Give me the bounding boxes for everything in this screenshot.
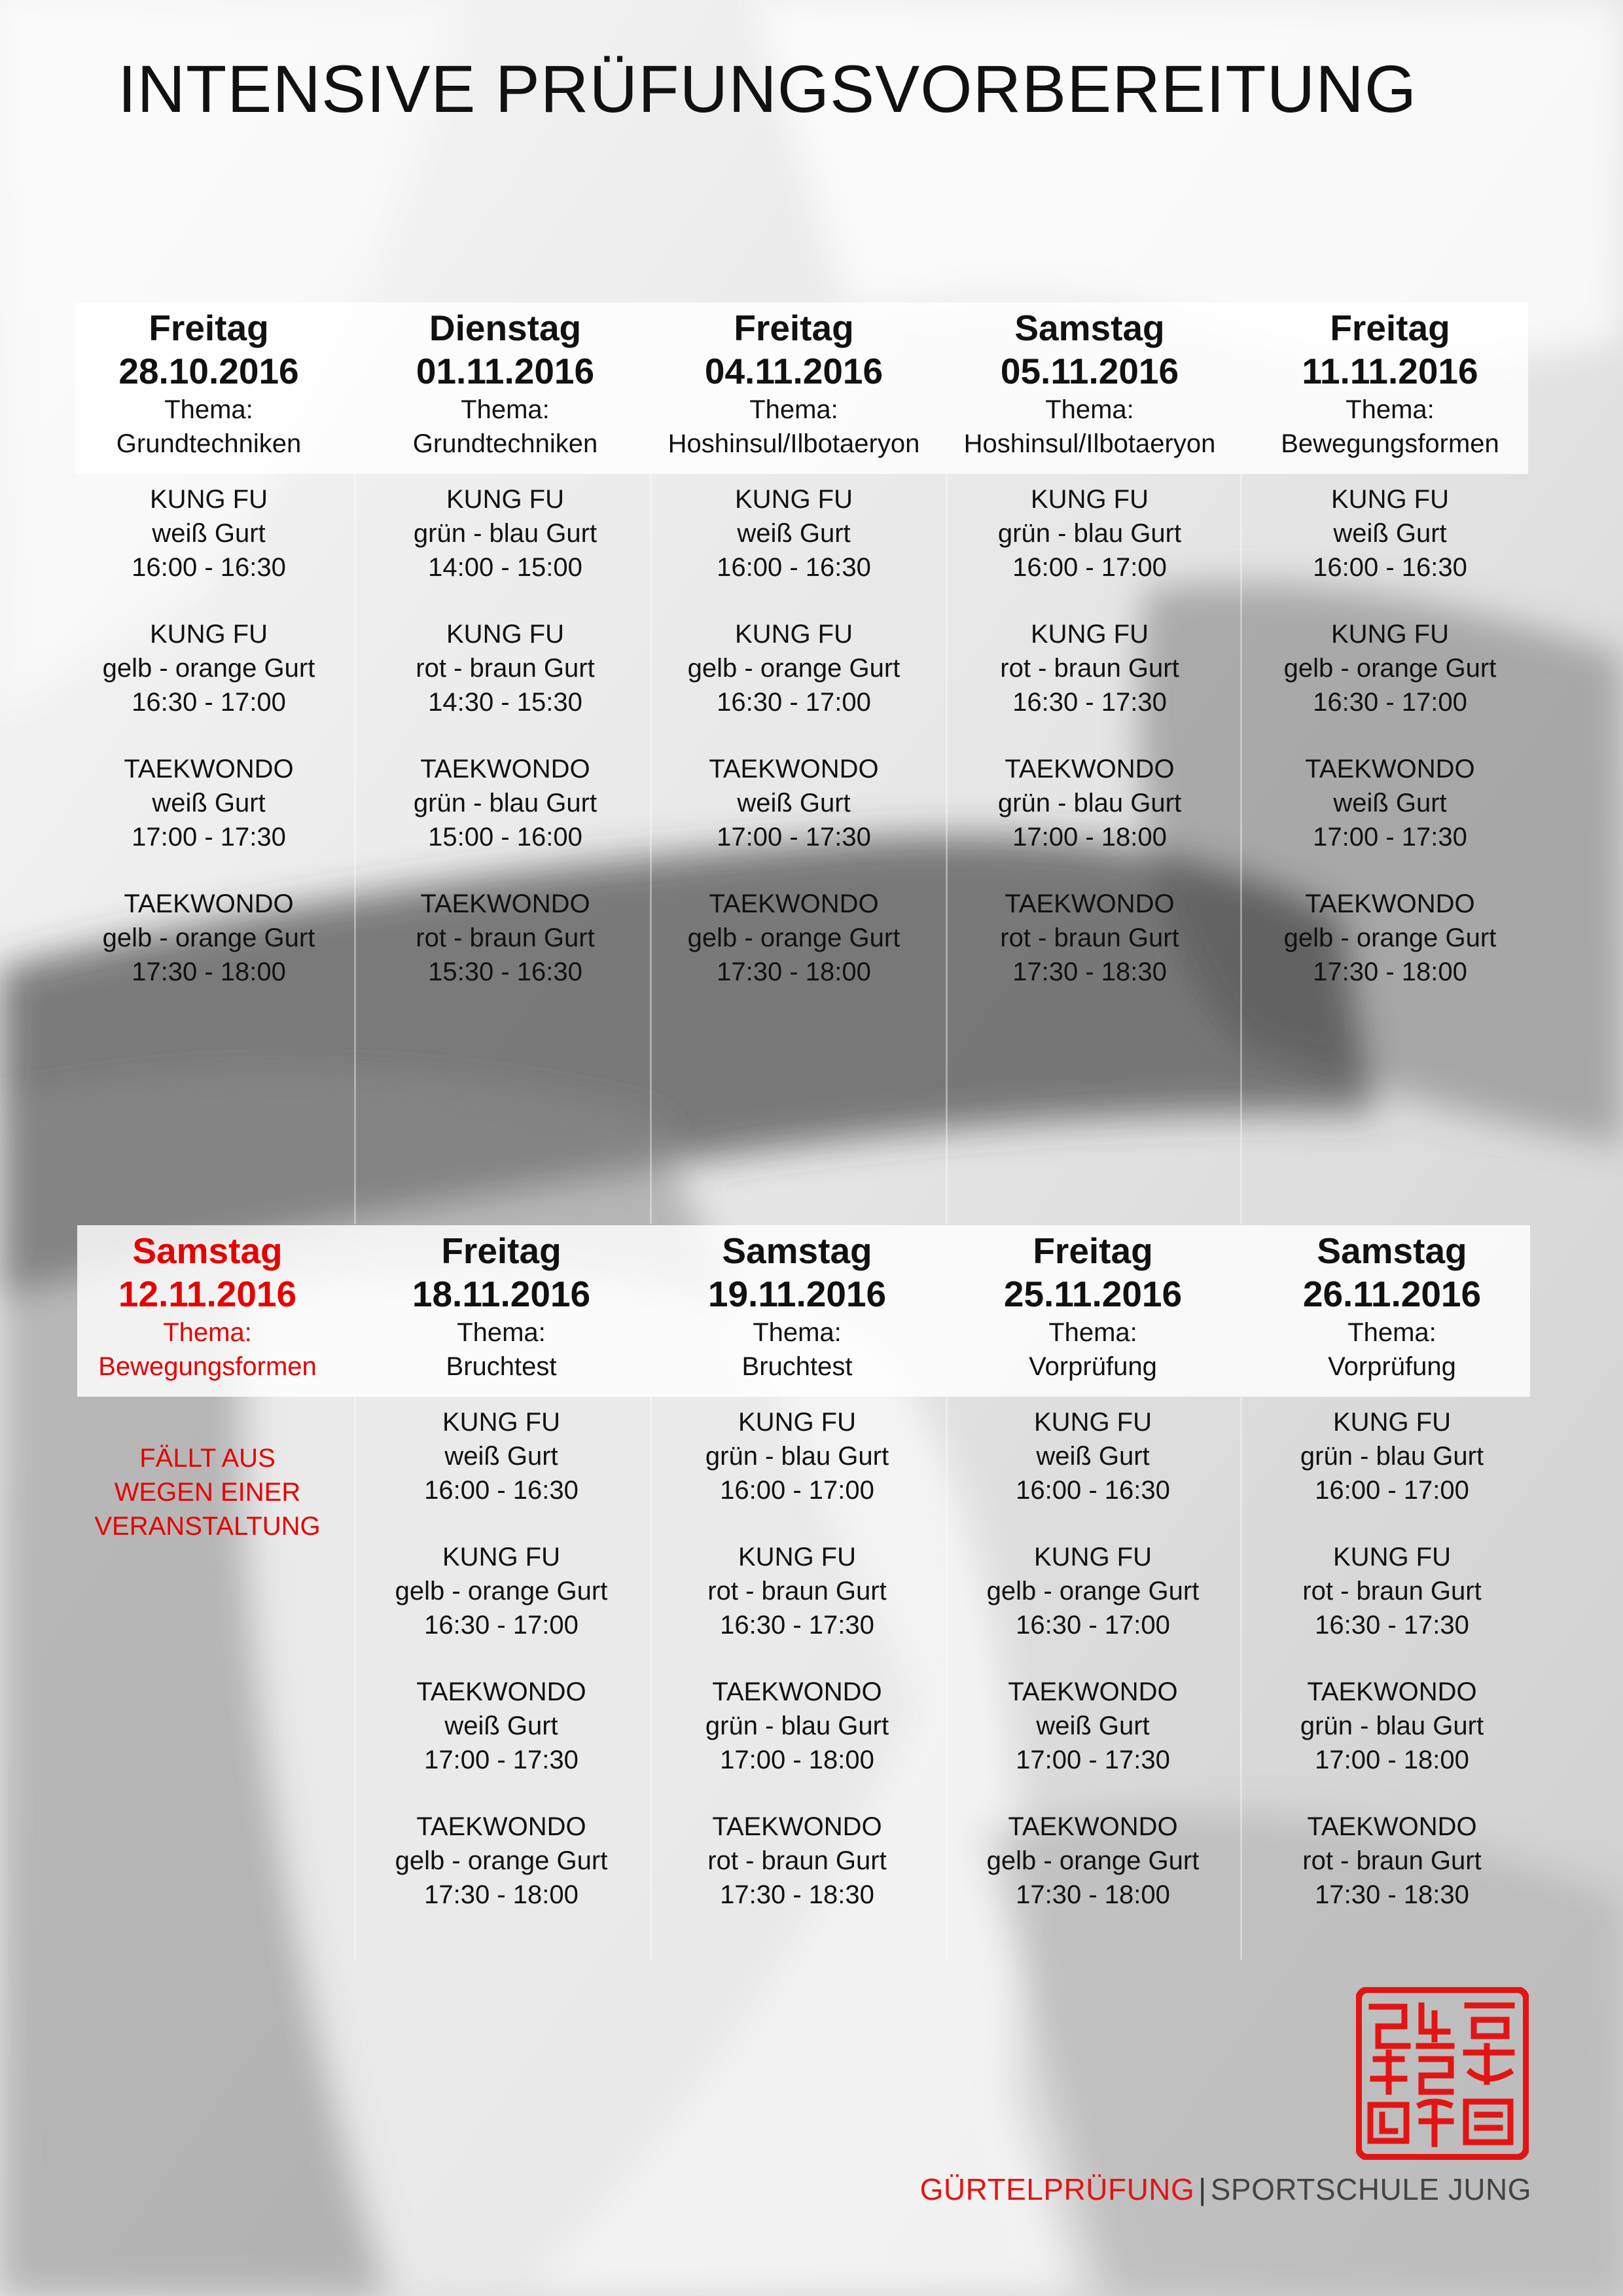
schedule-day-column — [354, 1229, 649, 1945]
training-session — [942, 887, 1237, 989]
session-discipline: KUNG FU — [1034, 1408, 1152, 1437]
session-belt: gelb - orange Gurt — [1283, 654, 1497, 683]
session-list — [946, 1405, 1240, 1912]
session-discipline: TAEKWONDO — [709, 755, 879, 783]
thema-value: Vorprüfung — [1029, 1352, 1157, 1381]
session-time: 14:00 - 15:00 — [428, 553, 582, 582]
cancellation-line: VERANSTALTUNG — [94, 1512, 321, 1541]
training-session — [1245, 1675, 1539, 1777]
footer-guertelpruefung: GÜRTELPRÜFUNG — [919, 2172, 1195, 2206]
session-belt: weiß Gurt — [1333, 519, 1447, 548]
training-session — [358, 887, 652, 989]
day-date: 26.11.2016 — [1302, 1274, 1482, 1314]
training-session — [358, 617, 652, 719]
session-time: 16:00 - 17:00 — [1315, 1476, 1469, 1505]
session-discipline: TAEKWONDO — [416, 1812, 586, 1841]
day-date: 25.11.2016 — [1003, 1274, 1183, 1314]
thema-label: Thema: — [1048, 1318, 1137, 1347]
footer-brand — [920, 2172, 1531, 2207]
session-discipline: TAEKWONDO — [1307, 1812, 1477, 1841]
session-time: 17:00 - 17:30 — [1313, 823, 1467, 852]
thema-value: Hoshinsul/Ilbotaeryon — [963, 429, 1216, 458]
session-belt: weiß Gurt — [737, 789, 851, 817]
schedule-day-column — [62, 306, 356, 1022]
thema-value: Grundtechniken — [116, 429, 302, 458]
session-belt: grün - blau Gurt — [997, 519, 1182, 548]
training-session — [1245, 1405, 1539, 1507]
session-time: 16:00 - 16:30 — [132, 553, 286, 582]
session-discipline: TAEKWONDO — [420, 889, 590, 918]
session-time: 14:30 - 15:30 — [428, 688, 582, 717]
thema-value: Bewegungsformen — [1281, 429, 1499, 458]
session-list — [647, 482, 941, 989]
session-discipline: KUNG FU — [1333, 1543, 1451, 1571]
column-divider — [1240, 474, 1242, 1224]
session-belt: rot - braun Gurt — [1302, 1846, 1482, 1875]
session-discipline: KUNG FU — [150, 620, 268, 649]
thema-label: Thema: — [163, 1318, 252, 1347]
session-belt: gelb - orange Gurt — [395, 1846, 608, 1875]
session-belt: weiß Gurt — [444, 1712, 558, 1740]
session-list — [650, 1405, 944, 1912]
session-belt: grün - blau Gurt — [413, 789, 597, 817]
session-belt: gelb - orange Gurt — [986, 1846, 1200, 1875]
schedule-day-column — [1243, 306, 1537, 1022]
day-name: Freitag — [734, 308, 854, 348]
day-name: Samstag — [1014, 308, 1165, 348]
training-session — [650, 1540, 944, 1642]
session-time: 16:30 - 17:30 — [720, 1611, 874, 1640]
schedule-day-column — [650, 1229, 944, 1945]
thema-value: Bruchtest — [741, 1352, 853, 1381]
session-list — [358, 482, 652, 989]
session-time: 16:00 - 17:00 — [1012, 553, 1167, 582]
training-session — [942, 617, 1237, 719]
session-discipline: KUNG FU — [1331, 485, 1449, 514]
session-discipline: TAEKWONDO — [124, 755, 294, 783]
session-time: 16:30 - 17:30 — [1012, 688, 1167, 717]
session-discipline: KUNG FU — [735, 485, 853, 514]
training-session — [354, 1810, 649, 1912]
training-session — [942, 482, 1237, 584]
session-belt: weiß Gurt — [1333, 789, 1447, 817]
day-name: Freitag — [1033, 1230, 1153, 1271]
session-discipline: KUNG FU — [442, 1408, 560, 1437]
session-belt: rot - braun Gurt — [416, 924, 595, 952]
training-session — [946, 1540, 1240, 1642]
thema-label: Thema: — [1045, 395, 1134, 424]
session-discipline: TAEKWONDO — [1008, 1677, 1178, 1706]
session-time: 16:30 - 17:30 — [1315, 1611, 1469, 1640]
training-session — [647, 752, 941, 854]
red-chinese-seal-stamp-icon — [1356, 1987, 1529, 2160]
training-session — [62, 617, 356, 719]
footer-sportschule: SPORTSCHULE JUNG — [1210, 2172, 1531, 2206]
session-discipline: KUNG FU — [738, 1543, 856, 1571]
training-session — [647, 482, 941, 584]
session-time: 17:30 - 18:00 — [424, 1880, 579, 1909]
session-discipline: TAEKWONDO — [416, 1677, 586, 1706]
session-discipline: TAEKWONDO — [1005, 889, 1175, 918]
thema-label: Thema: — [749, 395, 838, 424]
day-name: Samstag — [1317, 1230, 1467, 1271]
session-time: 17:00 - 17:30 — [717, 823, 871, 852]
session-list — [354, 1405, 649, 1912]
session-discipline: KUNG FU — [1034, 1543, 1152, 1571]
session-belt: gelb - orange Gurt — [102, 924, 315, 952]
day-date: 18.11.2016 — [412, 1274, 591, 1314]
training-session — [354, 1540, 649, 1642]
training-session — [62, 482, 356, 584]
session-list — [1245, 1405, 1539, 1912]
session-time: 16:30 - 17:00 — [1313, 688, 1467, 717]
thema-value: Bewegungsformen — [98, 1352, 317, 1381]
thema-label: Thema: — [461, 395, 550, 424]
session-discipline: KUNG FU — [1031, 485, 1149, 514]
training-session — [946, 1405, 1240, 1507]
session-discipline: TAEKWONDO — [1008, 1812, 1178, 1841]
session-belt: grün - blau Gurt — [705, 1712, 889, 1740]
training-session — [1243, 482, 1537, 584]
day-name: Freitag — [441, 1230, 562, 1271]
thema-label: Thema: — [457, 1318, 546, 1347]
session-time: 16:30 - 17:00 — [132, 688, 286, 717]
session-time: 16:00 - 16:30 — [424, 1476, 579, 1505]
training-session — [650, 1675, 944, 1777]
session-time: 16:00 - 16:30 — [717, 553, 871, 582]
session-belt: grün - blau Gurt — [705, 1442, 889, 1471]
cancellation-notice — [60, 1441, 355, 1543]
day-name: Samstag — [132, 1230, 283, 1271]
thema-value: Bruchtest — [446, 1352, 557, 1381]
session-time: 17:00 - 18:00 — [1315, 1746, 1469, 1774]
session-belt: rot - braun Gurt — [707, 1846, 887, 1875]
session-time: 16:00 - 16:30 — [1016, 1476, 1170, 1505]
training-session — [650, 1405, 944, 1507]
session-belt: gelb - orange Gurt — [1283, 924, 1497, 952]
training-session — [1245, 1540, 1539, 1642]
training-session — [62, 887, 356, 989]
session-discipline: KUNG FU — [150, 485, 268, 514]
day-date: 01.11.2016 — [416, 351, 595, 391]
schedule-day-column — [647, 306, 941, 1022]
session-belt: gelb - orange Gurt — [102, 654, 315, 683]
training-session — [1243, 752, 1537, 854]
session-list — [942, 482, 1237, 989]
column-divider — [1240, 1397, 1242, 1960]
session-time: 17:30 - 18:30 — [1012, 958, 1167, 986]
training-session — [946, 1810, 1240, 1912]
session-discipline: TAEKWONDO — [709, 889, 879, 918]
session-discipline: TAEKWONDO — [712, 1677, 882, 1706]
session-discipline: KUNG FU — [1333, 1408, 1451, 1437]
session-discipline: KUNG FU — [442, 1543, 560, 1571]
session-discipline: TAEKWONDO — [1305, 755, 1475, 783]
session-discipline: KUNG FU — [1031, 620, 1149, 649]
training-session — [358, 752, 652, 854]
day-date: 04.11.2016 — [704, 351, 883, 391]
day-name: Samstag — [722, 1230, 872, 1271]
session-time: 17:30 - 18:00 — [132, 958, 286, 986]
training-session — [650, 1810, 944, 1912]
session-discipline: TAEKWONDO — [420, 755, 590, 783]
day-name: Dienstag — [429, 308, 582, 348]
session-belt: gelb - orange Gurt — [395, 1577, 608, 1605]
session-belt: weiß Gurt — [152, 519, 266, 548]
session-belt: grün - blau Gurt — [997, 789, 1182, 817]
session-time: 17:00 - 17:30 — [1016, 1746, 1170, 1774]
thema-label: Thema: — [753, 1318, 842, 1347]
thema-value: Hoshinsul/Ilbotaeryon — [668, 429, 920, 458]
thema-label: Thema: — [1346, 395, 1435, 424]
session-belt: gelb - orange Gurt — [687, 654, 901, 683]
session-time: 17:00 - 17:30 — [424, 1746, 579, 1774]
thema-label: Thema: — [164, 395, 253, 424]
session-time: 17:30 - 18:00 — [1313, 958, 1467, 986]
session-time: 17:30 - 18:30 — [1315, 1880, 1469, 1909]
training-session — [1245, 1810, 1539, 1912]
training-session — [354, 1675, 649, 1777]
session-time: 16:30 - 17:00 — [1016, 1611, 1170, 1640]
session-belt: weiß Gurt — [1036, 1712, 1150, 1740]
training-session — [1243, 887, 1537, 989]
session-time: 17:00 - 18:00 — [1012, 823, 1167, 852]
session-time: 15:00 - 16:00 — [428, 823, 582, 852]
session-time: 17:30 - 18:00 — [717, 958, 871, 986]
training-session — [354, 1405, 649, 1507]
training-session — [62, 752, 356, 854]
session-time: 17:30 - 18:00 — [1016, 1880, 1170, 1909]
session-time: 15:30 - 16:30 — [428, 958, 582, 986]
session-belt: weiß Gurt — [444, 1442, 558, 1471]
session-belt: grün - blau Gurt — [413, 519, 597, 548]
training-session — [647, 617, 941, 719]
session-time: 17:00 - 18:00 — [720, 1746, 874, 1774]
schedule-day-column — [1245, 1229, 1539, 1945]
session-belt: gelb - orange Gurt — [687, 924, 901, 952]
training-session — [358, 482, 652, 584]
session-belt: rot - braun Gurt — [707, 1577, 887, 1605]
training-session — [647, 887, 941, 989]
session-belt: weiß Gurt — [1036, 1442, 1150, 1471]
session-discipline: KUNG FU — [738, 1408, 856, 1437]
schedule-day-column-cancelled — [60, 1229, 355, 1543]
session-belt: weiß Gurt — [152, 789, 266, 817]
day-date: 05.11.2016 — [1000, 351, 1179, 391]
session-discipline: TAEKWONDO — [712, 1812, 882, 1841]
day-name: Freitag — [1330, 308, 1450, 348]
session-time: 16:30 - 17:00 — [424, 1611, 579, 1640]
training-session — [1243, 617, 1537, 719]
session-discipline: TAEKWONDO — [1305, 889, 1475, 918]
thema-value: Vorprüfung — [1328, 1352, 1456, 1381]
session-belt: rot - braun Gurt — [1000, 654, 1179, 683]
session-time: 16:30 - 17:00 — [717, 688, 871, 717]
thema-label: Thema: — [1347, 1318, 1436, 1347]
session-belt: rot - braun Gurt — [1000, 924, 1179, 952]
training-session — [942, 752, 1237, 854]
session-belt: weiß Gurt — [737, 519, 851, 548]
thema-value: Grundtechniken — [412, 429, 598, 458]
session-belt: rot - braun Gurt — [416, 654, 595, 683]
session-discipline: KUNG FU — [735, 620, 853, 649]
session-belt: gelb - orange Gurt — [986, 1577, 1200, 1605]
session-discipline: KUNG FU — [446, 485, 564, 514]
day-date: 12.11.2016 — [118, 1274, 297, 1314]
session-belt: grün - blau Gurt — [1300, 1712, 1484, 1740]
training-session — [946, 1675, 1240, 1777]
session-discipline: KUNG FU — [1331, 620, 1449, 649]
session-discipline: TAEKWONDO — [124, 889, 294, 918]
session-time: 16:00 - 16:30 — [1313, 553, 1467, 582]
day-date: 28.10.2016 — [118, 351, 299, 391]
day-date: 11.11.2016 — [1302, 351, 1478, 391]
session-discipline: KUNG FU — [446, 620, 564, 649]
footer-separator: | — [1198, 2172, 1207, 2206]
schedule-day-column — [942, 306, 1237, 1022]
session-list — [1243, 482, 1537, 989]
session-time: 17:00 - 17:30 — [132, 823, 286, 852]
session-discipline: TAEKWONDO — [1307, 1677, 1477, 1706]
page-title: INTENSIVE PRÜFUNGSVORBEREITUNG — [118, 52, 1418, 126]
session-list — [62, 482, 356, 989]
session-discipline: TAEKWONDO — [1005, 755, 1175, 783]
session-time: 16:00 - 17:00 — [720, 1476, 874, 1505]
session-belt: rot - braun Gurt — [1302, 1577, 1482, 1605]
schedule-day-column — [946, 1229, 1240, 1945]
session-time: 17:30 - 18:30 — [720, 1880, 874, 1909]
cancellation-line: FÄLLT AUS — [139, 1444, 276, 1473]
session-belt: grün - blau Gurt — [1300, 1442, 1484, 1471]
cancellation-line: WEGEN EINER — [114, 1478, 301, 1507]
schedule-day-column — [358, 306, 652, 1022]
day-date: 19.11.2016 — [707, 1274, 887, 1314]
day-name: Freitag — [149, 308, 269, 348]
